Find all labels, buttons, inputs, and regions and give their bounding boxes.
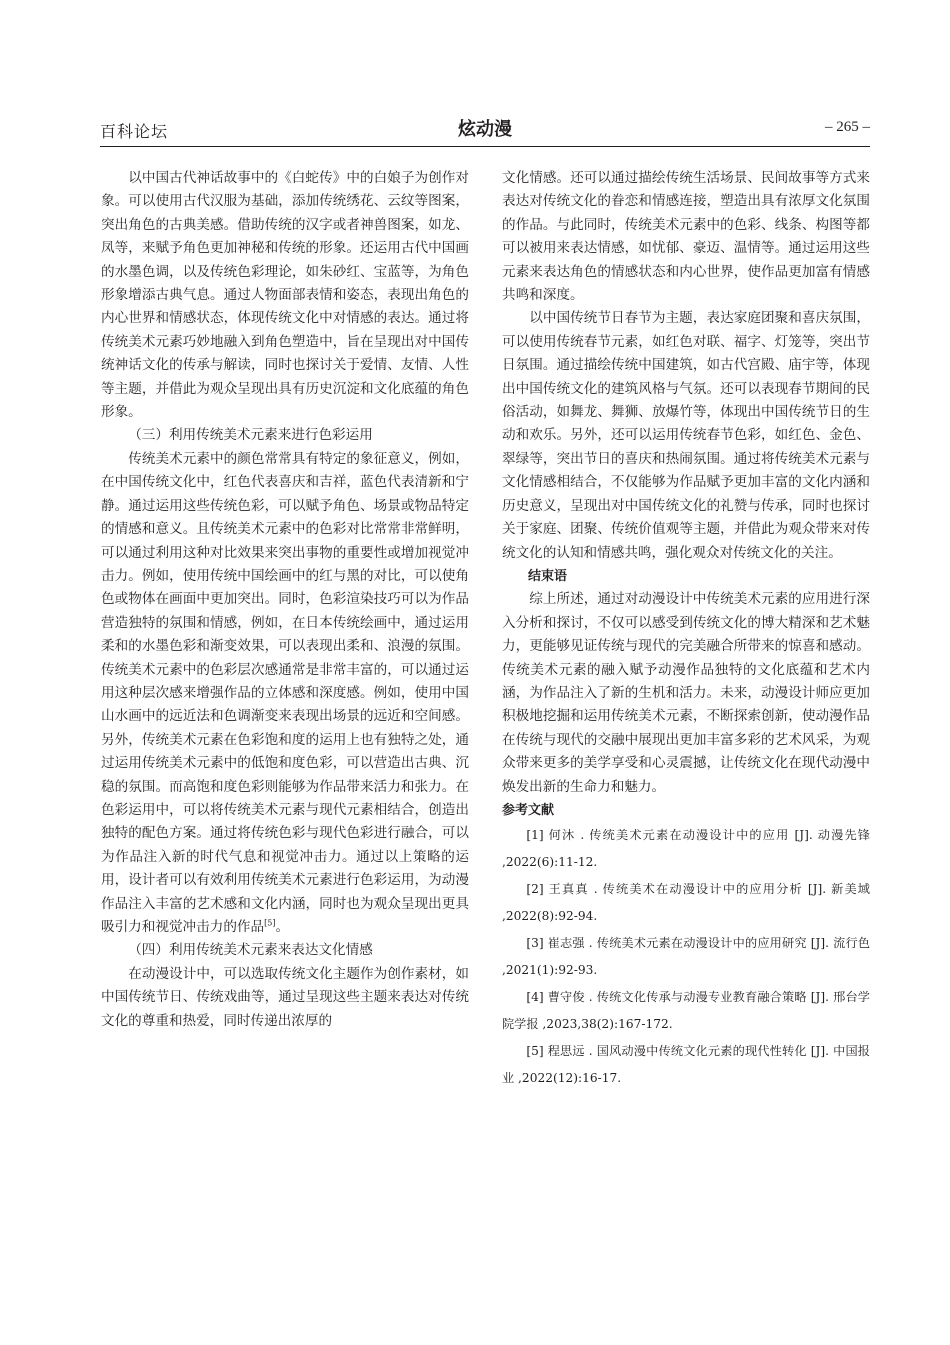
citation: [5]: [264, 918, 276, 928]
paragraph-end: 。: [275, 919, 290, 935]
paragraph: 以中国传统节日春节为主题，表达家庭团聚和喜庆氛围，可以使用传统春节元素，如红色对联、福字、灯笼等，突出节日氛围。通过描绘传统中国建筑，如古代宫殿、庙宇等，体现出中国传统文化的建筑风格与气氛。还可以表现春节期间的民俗活动，如舞龙、舞狮、放爆竹等，体现出中国传统节日的生动和欢乐。另外，还可以运用传统春节色彩，如红色、金色、翠绿等，突出节日的喜庆和热闹氛围。通过将传统美术元素与文化情感相结合，不仅能够为作品赋予更加丰富的文化内涵和历史意义，呈现出对中国传统文化的礼赞与传承，同时也探讨关于家庭、团聚、传统价值观等主题，并借此为观众带来对传统文化的认知和情感共鸣，强化观众对传统文化的关注。: [502, 310, 870, 561]
page-number: – 265 –: [825, 119, 870, 135]
reference-item: [2] 王真真 . 传统美术在动漫设计中的应用分析 [J]. 新美域 ,2022(8):92-94.: [502, 882, 870, 924]
reference-item: [4] 曹守俊 . 传统文化传承与动漫专业教育融合策略 [J]. 邢台学院学报 ,2023,38(2):167-172.: [502, 990, 870, 1032]
left-column: [101, 167, 469, 1033]
paragraph: 在动漫设计中，可以选取传统文化主题作为创作素材，如中国传统节日、传统戏曲等，通过呈现这些主题来表达对传统文化的尊重和热爱，同时传递出浓厚的: [101, 965, 469, 1029]
running-header: [100, 117, 870, 147]
right-column: [502, 167, 870, 1092]
reference-item: [5] 程思远 . 国风动漫中传统文化元素的现代性转化 [J]. 中国报业 ,2022(12):16-17.: [502, 1044, 870, 1086]
paragraph: 以中国古代神话故事中的《白蛇传》中的白娘子为创作对象。可以使用古代汉服为基础，添加传统绣花、云纹等图案，突出角色的古典美感。借助传统的汉字或者神兽图案，如龙、凤等，来赋予角色更加神秘和传统的形象。还运用古代中国画的水墨色调，以及传统色彩理论，如朱砂红、宝蓝等，为角色形象增添古典气息。通过人物面部表情和姿态，表现出角色的内心世界和情感状态，体现传统文化中对情感的表达。通过将传统美术元素巧妙地融入到角色塑造中，旨在呈现出对中国传统神话文化的传承与解读，同时也探讨关于爱情、友情、人性等主题，并借此为观众呈现出具有历史沉淀和文化底蕴的角色形象。: [101, 170, 469, 421]
subsection-heading: （四）利用传统美术元素来表达文化情感: [128, 942, 373, 959]
column-title: 炫动漫: [458, 119, 512, 140]
paragraph: 综上所述，通过对动漫设计中传统美术元素的应用进行深入分析和探讨，不仅可以感受到传统文化的博大精深和艺术魅力，更能够见证传统与现代的完美融合所带来的惊喜和感动。传统美术元素的融入赋予动漫作品独特的文化底蕴和艺术内涵，为作品注入了新的生机和活力。未来，动漫设计师应更加积极地挖掘和运用传统美术元素，不断探索创新，使动漫作品在传统与现代的交融中展现出更加丰富多彩的艺术风采，为观众带来更多的美学享受和心灵震撼，让传统文化在现代动漫中焕发出新的生命力和魅力。: [502, 591, 870, 795]
reference-item: [3] 崔志强 . 传统美术元素在动漫设计中的应用研究 [J]. 流行色 ,2021(1):92-93.: [502, 936, 870, 978]
header-rule: [100, 146, 870, 147]
reference-item: [1] 何沐 . 传统美术元素在动漫设计中的应用 [J]. 动漫先锋 ,2022(6):11-12.: [502, 828, 870, 870]
paragraph: [101, 448, 469, 940]
paragraph-text: 传统美术元素中的颜色常常具有特定的象征意义，例如，在中国传统文化中，红色代表喜庆和吉祥，蓝色代表清新和宁静。通过运用这些传统色彩，可以赋予角色、场景或物品特定的情感和意义。且传统美术元素中的色彩对比常常非常鲜明，可以通过利用这种对比效果来突出事物的重要性或增加视觉冲击力。例如，使用传统中国绘画中的红与黑的对比，可以使角色或物体在画面中更加突出。同时，色彩渲染技巧可以为作品营造独特的氛围和情感，例如，在日本传统绘画中，通过运用柔和的水墨色彩和渐变效果，可以表现出柔和、浪漫的氛围。传统美术元素中的色彩层次感通常是非常丰富的，可以通过运用这种层次感来增强作品的立体感和深度感。例如，使用中国山水画中的远近法和色调渐变来表现出场景的远近和空间感。另外，传统美术元素在色彩饱和度的运用上也有独特之处，通过运用传统美术元素中的低饱和度色彩，可以营造出古典、沉稳的氛围。而高饱和度色彩则能够为作品带来活力和张力。在色彩运用中，可以将传统美术元素与现代元素相结合，创造出独特的配色方案。通过将传统色彩与现代色彩进行融合，可以为作品注入新的时代气息和视觉冲击力。通过以上策略的运用，设计者可以有效利用传统美术元素进行色彩运用，为动漫作品注入丰富的艺术感和文化内涵，同时也为观众呈现出更具吸引力和视觉冲击力的作品: [101, 450, 469, 935]
references-heading: 参考文献: [502, 802, 555, 818]
conclusion-heading: 结束语: [528, 568, 568, 584]
journal-section: 百科论坛: [100, 122, 169, 141]
subsection-heading: （三）利用传统美术元素来进行色彩运用: [128, 427, 373, 444]
paragraph: 文化情感。还可以通过描绘传统生活场景、民间故事等方式来表达对传统文化的眷恋和情感连接，塑造出具有浓厚文化氛围的作品。与此同时，传统美术元素中的色彩、线条、构图等都可以被用来表达情感，如忧郁、豪迈、温情等。通过运用这些元素来表达角色的情感状态和内心世界，使作品更加富有情感共鸣和深度。: [502, 170, 870, 304]
